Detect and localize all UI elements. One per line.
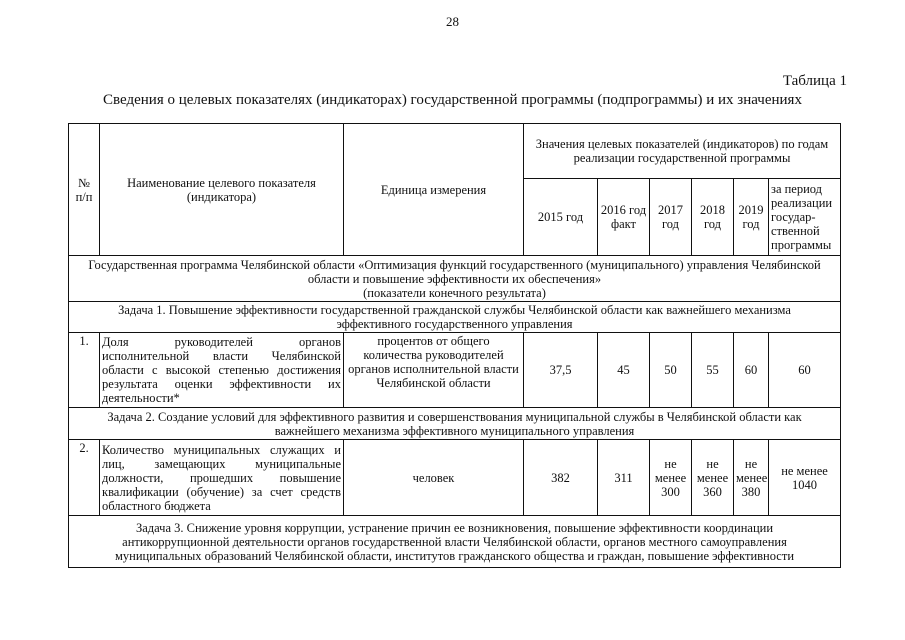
- row-2-unit: человек: [344, 440, 524, 516]
- document-title: Сведения о целевых показателях (индикаторах) государственной программы (подпрограммы) и их значениях: [103, 92, 802, 108]
- task-2-row: Задача 2. Создание условий для эффективного развития и совершенствования муниципальной службы в Челябинской области как важнейшего механизма эффективного муниципального управления: [69, 408, 841, 440]
- program-row: Государственная программа Челябинской области «Оптимизация функций государственного (муниципального) управления Челябинской области и повышение эффективности их обеспечения» (показатели конечного результата): [69, 256, 841, 302]
- header-num: № п/п: [69, 124, 100, 256]
- header-indicator-name: Наименование целевого показателя (индикатора): [100, 124, 344, 256]
- row-1-num: 1.: [69, 333, 100, 408]
- row-1-unit: процентов от общего количества руководителей органов исполнительной власти Челябинской области: [344, 333, 524, 408]
- header-year-2017: 2017 год: [650, 179, 692, 256]
- table-row: [69, 333, 841, 408]
- task-3-row: Задача 3. Снижение уровня коррупции, устранение причин ее возникновения, повышение эффективности координации антикоррупционной деятельности органов государственной власти Челябинской области, органов местного самоуправления муниципальных образований Челябинской области, институтов гражданского общества и граждан, повышение эффективности: [69, 516, 841, 568]
- header-period-total: за период реализации государ- ственной программы: [769, 179, 841, 256]
- row-2-name: Количество муниципальных служащих и лиц, замещающих муниципальные должности, прошедших повышение квалификации (обучение) за счет средств областного бюджета: [100, 440, 344, 516]
- row-1-value-2015: 37,5: [524, 333, 598, 408]
- header-year-2019: 2019 год: [734, 179, 769, 256]
- header-year-2018: 2018 год: [692, 179, 734, 256]
- row-2-value-2017: не менее 300: [650, 440, 692, 516]
- row-1-value-2019: 60: [734, 333, 769, 408]
- row-1-name: Доля руководителей органов исполнительной власти Челябинской области с высокой степенью достижения результата оценки эффективности их деятельности*: [100, 333, 344, 408]
- row-1-value-2016: 45: [598, 333, 650, 408]
- row-1-value-2017: 50: [650, 333, 692, 408]
- header-unit: Единица измерения: [344, 124, 524, 256]
- row-2-value-2018: не менее 360: [692, 440, 734, 516]
- row-2-num: 2.: [69, 440, 100, 516]
- row-2-value-period: не менее 1040: [769, 440, 841, 516]
- row-1-value-2018: 55: [692, 333, 734, 408]
- header-year-2016: 2016 год факт: [598, 179, 650, 256]
- table-label: Таблица 1: [782, 73, 847, 89]
- task-1-row: Задача 1. Повышение эффективности государственной гражданской службы Челябинской области как важнейшего механизма эффективного государственного управления: [69, 302, 841, 333]
- row-2-value-2019: не менее 380: [734, 440, 769, 516]
- indicators-table: [68, 123, 841, 568]
- row-2-value-2015: 382: [524, 440, 598, 516]
- page-number: 28: [446, 14, 459, 29]
- header-values-group: Значения целевых показателей (индикаторов) по годам реализации государственной программы: [524, 124, 841, 179]
- row-2-value-2016: 311: [598, 440, 650, 516]
- table-row: [69, 440, 841, 516]
- row-1-value-period: 60: [769, 333, 841, 408]
- header-year-2015: 2015 год: [524, 179, 598, 256]
